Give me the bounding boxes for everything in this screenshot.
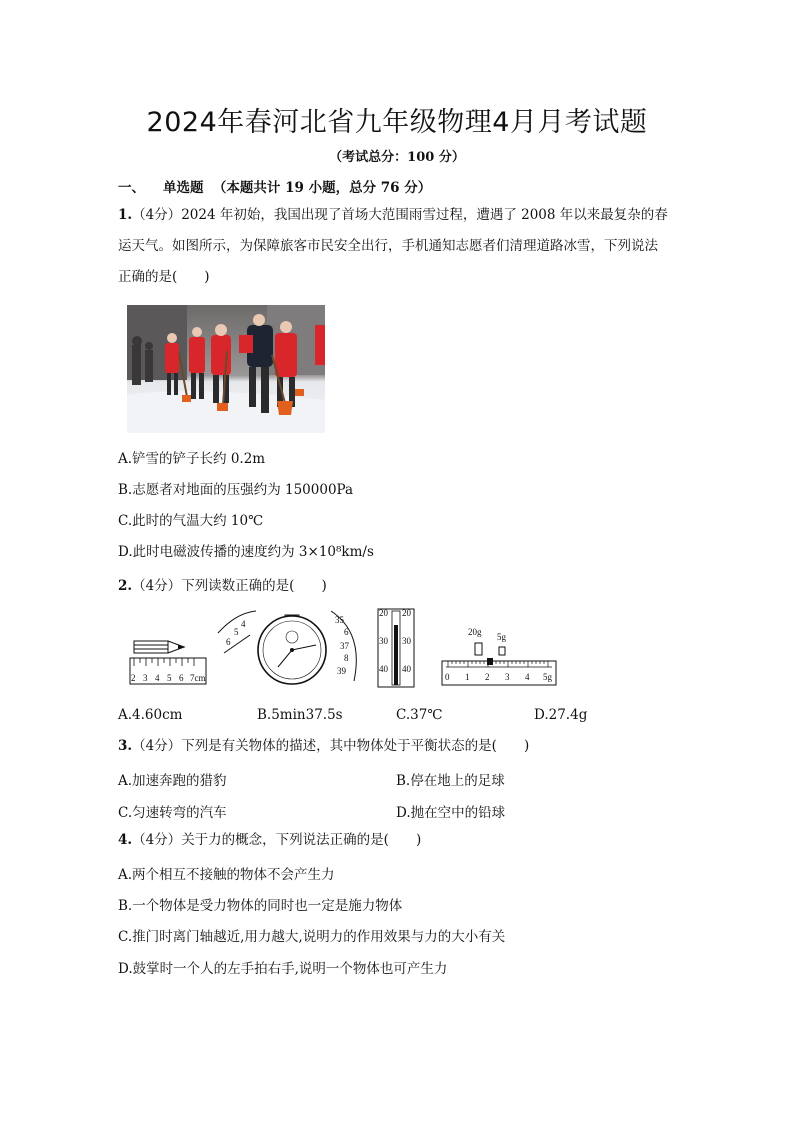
question-3-option-d[interactable]: D.抛在空中的铅球 [396, 805, 506, 821]
question-2-option-c[interactable]: C.37℃ [396, 707, 443, 723]
question-number: 4. [118, 832, 133, 848]
question-2-stem: 2.（4分）下列读数正确的是( ) [118, 578, 327, 594]
thermometer-label: 20 [379, 608, 388, 618]
balance-tick-label: 1 [465, 672, 470, 682]
weight-label: 5g [497, 632, 506, 642]
question-1-option-a[interactable]: A.铲雪的铲子长约 0.2m [118, 451, 266, 467]
thermometer-figure [378, 608, 414, 687]
weight-label: 20g [468, 627, 482, 637]
ruler-tick-label: 6 [179, 673, 184, 683]
question-1-line-3: 正确的是( ) [118, 269, 210, 285]
thermometer-label: 20 [402, 608, 411, 618]
question-score: （4分） [132, 738, 182, 754]
question-2-option-d[interactable]: D.27.4g [534, 707, 588, 723]
stopwatch-outer-label: 8 [344, 653, 349, 663]
question-2-option-b[interactable]: B.5min37.5s [257, 707, 343, 723]
question-4-option-b[interactable]: B.一个物体是受力物体的同时也一定是施力物体 [118, 898, 403, 914]
question-1-option-d[interactable]: D.此时电磁波传播的速度约为 3×10⁸km/s [118, 544, 374, 560]
question-number: 2. [118, 578, 133, 594]
balance-tick-label: 3 [505, 672, 510, 682]
section-heading [118, 176, 431, 196]
thermometer-label: 30 [379, 636, 388, 646]
question-1-option-c[interactable]: C.此时的气温大约 10℃ [118, 513, 264, 529]
ruler-tick-label: 5 [167, 673, 172, 683]
balance-tick-label: 2 [485, 672, 490, 682]
ruler-tick-label: 3 [143, 673, 148, 683]
balance-tick-label: 0 [445, 672, 450, 682]
question-3-option-a[interactable]: A.加速奔跑的猎豹 [118, 773, 227, 789]
stopwatch-outer-label: 35 [335, 615, 344, 625]
section-number: 一、 [118, 180, 145, 196]
section-name: 单选题 [163, 180, 204, 196]
ruler-tick-label: 7cm [190, 673, 206, 683]
page-title: 2024年春河北省九年级物理4月月考试题 [146, 107, 648, 138]
question-score: （4分） [132, 832, 182, 848]
question-3-option-c[interactable]: C.匀速转弯的汽车 [118, 805, 227, 821]
stopwatch-inner-label: 4 [241, 619, 246, 629]
ruler-tick-label: 2 [131, 673, 136, 683]
question-4-stem: 4.（4分）关于力的概念，下列说法正确的是( ) [118, 832, 422, 848]
question-4-option-a[interactable]: A.两个相互不接触的物体不会产生力 [118, 867, 335, 883]
question-1-option-b[interactable]: B.志愿者对地面的压强约为 150000Pa [118, 482, 354, 498]
thermometer-label: 30 [402, 636, 411, 646]
thermometer-label: 40 [402, 664, 411, 674]
stopwatch-inner-label: 6 [226, 637, 231, 647]
stopwatch-outer-label: 39 [337, 666, 346, 676]
question-3-option-b[interactable]: B.停在地上的足球 [396, 773, 505, 789]
stopwatch-outer-label: 37 [340, 641, 349, 651]
question-4-option-c[interactable]: C.推门时离门轴越近,用力越大,说明力的作用效果与力的大小有关 [118, 929, 506, 945]
balance-figure [442, 627, 556, 685]
question-score: （4分） [132, 578, 182, 594]
measurement-instruments-figure [126, 603, 566, 691]
question-score: （4分） [132, 207, 182, 223]
question-number: 3. [118, 738, 133, 754]
stopwatch-outer-label: 6 [344, 627, 349, 637]
question-3-stem: 3.（4分）下列是有关物体的描述，其中物体处于平衡状态的是( ) [118, 738, 530, 754]
question-4-option-d[interactable]: D.鼓掌时一个人的左手拍右手,说明一个物体也可产生力 [118, 961, 448, 977]
ruler-tick-label: 4 [155, 673, 160, 683]
score-total: （考试总分：100 分） [329, 150, 465, 165]
question-number: 1. [118, 207, 133, 223]
balance-tick-label: 5g [543, 672, 552, 682]
snow-clearing-photo [127, 305, 325, 433]
section-info: （本题共计 19 小题，总分 76 分） [212, 180, 432, 196]
stopwatch-figure [218, 611, 356, 684]
question-2-option-a[interactable]: A.4.60cm [118, 707, 183, 723]
question-1-stem [118, 200, 668, 293]
thermometer-label: 40 [379, 664, 388, 674]
question-1-line-2: 运天气。如图所示，为保障旅客市民安全出行，手机通知志愿者们清理道路冰雪，下列说法 [118, 238, 658, 254]
balance-tick-label: 4 [525, 672, 530, 682]
ruler-figure [130, 641, 206, 684]
stopwatch-inner-label: 5 [234, 627, 239, 637]
pencil-icon [134, 641, 184, 653]
question-1-line-1: 1.（4分）2024 年初始，我国出现了首场大范围雨雪过程，遭遇了 2008 年以来最复杂的春 [118, 207, 668, 223]
